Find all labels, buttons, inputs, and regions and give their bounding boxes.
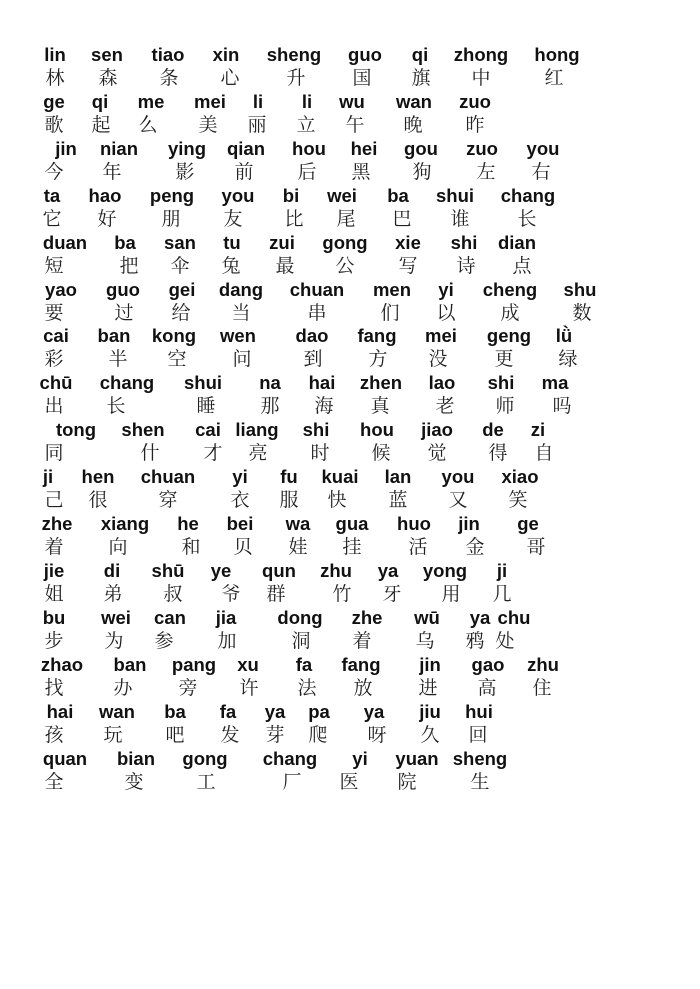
chinese-character: 金 xyxy=(465,536,485,558)
chinese-character: 快 xyxy=(327,489,347,511)
pinyin-syllable: ta xyxy=(43,185,61,206)
pinyin-syllable: tong xyxy=(55,419,97,440)
chinese-character: 巴 xyxy=(392,208,412,230)
chinese-character: 海 xyxy=(314,395,334,417)
chinese-character: 把 xyxy=(119,255,139,277)
pinyin-syllable: wa xyxy=(285,513,311,534)
chinese-character: 哥 xyxy=(526,536,546,558)
pinyin-syllable: jiao xyxy=(421,419,453,440)
chinese-character: 国 xyxy=(352,67,372,89)
chinese-character: 么 xyxy=(138,114,158,136)
chinese-character: 数 xyxy=(572,302,592,324)
chinese-character: 笑 xyxy=(508,489,528,511)
chinese-character: 林 xyxy=(45,67,65,89)
pinyin-syllable: qun xyxy=(262,560,296,581)
chinese-character: 好 xyxy=(97,208,117,230)
chinese-character: 年 xyxy=(102,161,122,183)
pinyin-syllable: wan xyxy=(396,91,432,112)
chinese-character: 同 xyxy=(44,442,64,464)
pinyin-syllable: qi xyxy=(411,44,429,65)
pinyin-syllable: tiao xyxy=(151,44,185,65)
chinese-character: 狗 xyxy=(412,161,432,183)
pinyin-syllable: jin xyxy=(419,654,441,675)
chinese-character: 睡 xyxy=(196,395,216,417)
pinyin-syllable: ya xyxy=(363,701,385,722)
chinese-character: 鸦 xyxy=(465,630,485,652)
pinyin-syllable: chang xyxy=(262,748,318,769)
chinese-character: 处 xyxy=(495,630,515,652)
chinese-character: 它 xyxy=(42,208,62,230)
pinyin-syllable: jie xyxy=(43,560,65,581)
chinese-character: 长 xyxy=(106,395,126,417)
pinyin-syllable: xiang xyxy=(100,513,150,534)
chinese-character: 比 xyxy=(284,208,304,230)
pinyin-syllable: shen xyxy=(121,419,165,440)
pinyin-syllable: mei xyxy=(194,91,226,112)
pinyin-syllable: quan xyxy=(42,748,88,769)
pinyin-syllable: you xyxy=(221,185,255,206)
chinese-character: 立 xyxy=(296,114,316,136)
pinyin-syllable: gua xyxy=(335,513,369,534)
pinyin-syllable: ya xyxy=(377,560,399,581)
pinyin-syllable: wu xyxy=(339,91,365,112)
chinese-character: 爬 xyxy=(308,724,328,746)
pinyin-syllable: xiao xyxy=(501,466,539,487)
pinyin-syllable: di xyxy=(103,560,121,581)
chinese-character: 尾 xyxy=(336,208,356,230)
pinyin-syllable: wan xyxy=(99,701,135,722)
pinyin-syllable: zhao xyxy=(40,654,84,675)
chinese-character: 午 xyxy=(345,114,365,136)
pinyin-syllable: dang xyxy=(218,279,264,300)
pinyin-syllable: hei xyxy=(350,138,378,159)
pinyin-syllable: yi xyxy=(438,279,454,300)
pinyin-syllable: gei xyxy=(168,279,196,300)
chinese-character: 呀 xyxy=(367,724,387,746)
chinese-character: 和 xyxy=(181,536,201,558)
chinese-character: 以 xyxy=(436,302,456,324)
chinese-character: 美 xyxy=(198,114,218,136)
chinese-character: 起 xyxy=(91,114,111,136)
chinese-character: 加 xyxy=(217,630,237,652)
chinese-character: 牙 xyxy=(382,583,402,605)
pinyin-syllable: xie xyxy=(395,232,421,253)
pinyin-syllable: jin xyxy=(458,513,480,534)
pinyin-syllable: chu xyxy=(497,607,531,628)
chinese-character: 朋 xyxy=(161,208,181,230)
chinese-character: 伞 xyxy=(170,255,190,277)
chinese-character: 左 xyxy=(476,161,496,183)
pinyin-syllable: zhen xyxy=(359,372,403,393)
pinyin-syllable: ban xyxy=(113,654,147,675)
pinyin-syllable: yi xyxy=(232,466,248,487)
pinyin-syllable: chang xyxy=(99,372,155,393)
chinese-character: 丽 xyxy=(247,114,267,136)
pinyin-syllable: ge xyxy=(43,91,65,112)
pinyin-syllable: cheng xyxy=(482,279,538,300)
pinyin-syllable: fang xyxy=(341,654,381,675)
pinyin-syllable: lǜ xyxy=(555,325,573,346)
chinese-character: 旁 xyxy=(178,677,198,699)
chinese-character: 真 xyxy=(370,395,390,417)
chinese-character: 吗 xyxy=(552,395,572,417)
chinese-character: 昨 xyxy=(465,114,485,136)
pinyin-syllable: hao xyxy=(88,185,122,206)
chinese-character: 中 xyxy=(471,67,491,89)
chinese-character: 才 xyxy=(203,442,223,464)
chinese-character: 时 xyxy=(310,442,330,464)
pinyin-syllable: ye xyxy=(210,560,232,581)
chinese-character: 最 xyxy=(275,255,295,277)
pinyin-syllable: lao xyxy=(428,372,456,393)
pinyin-syllable: sheng xyxy=(266,44,322,65)
chinese-character: 步 xyxy=(44,630,64,652)
chinese-character: 那 xyxy=(260,395,280,417)
chinese-character: 点 xyxy=(512,255,532,277)
chinese-character: 回 xyxy=(468,724,488,746)
chinese-character: 着 xyxy=(44,536,64,558)
pinyin-syllable: sen xyxy=(91,44,123,65)
pinyin-syllable: ying xyxy=(167,138,207,159)
chinese-character: 方 xyxy=(368,348,388,370)
pinyin-syllable: gao xyxy=(471,654,505,675)
chinese-character: 玩 xyxy=(103,724,123,746)
chinese-character: 过 xyxy=(114,302,134,324)
chinese-character: 老 xyxy=(435,395,455,417)
chinese-character: 用 xyxy=(441,583,461,605)
pinyin-syllable: hai xyxy=(308,372,336,393)
chinese-character: 升 xyxy=(286,67,306,89)
pinyin-syllable: zuo xyxy=(459,91,491,112)
chinese-character: 短 xyxy=(44,255,64,277)
chinese-character: 服 xyxy=(279,489,299,511)
pinyin-syllable: gong xyxy=(322,232,368,253)
chinese-character: 活 xyxy=(408,536,428,558)
chinese-character: 己 xyxy=(44,489,64,511)
pinyin-syllable: hou xyxy=(292,138,326,159)
chinese-character: 久 xyxy=(420,724,440,746)
chinese-character: 觉 xyxy=(427,442,447,464)
pinyin-syllable: ji xyxy=(42,466,54,487)
pinyin-syllable: lin xyxy=(44,44,66,65)
pinyin-syllable: kuai xyxy=(321,466,359,487)
chinese-character: 友 xyxy=(223,208,243,230)
chinese-character: 诗 xyxy=(456,255,476,277)
pinyin-syllable: zhe xyxy=(351,607,383,628)
pinyin-syllable: liang xyxy=(235,419,279,440)
chinese-character: 许 xyxy=(239,677,259,699)
pinyin-syllable: lan xyxy=(384,466,412,487)
chinese-character: 条 xyxy=(159,67,179,89)
pinyin-syllable: shi xyxy=(302,419,330,440)
pinyin-syllable: wei xyxy=(327,185,357,206)
pinyin-syllable: wū xyxy=(414,607,440,628)
chinese-character: 森 xyxy=(98,67,118,89)
chinese-character: 找 xyxy=(44,677,64,699)
chinese-character: 洞 xyxy=(291,630,311,652)
pinyin-syllable: chū xyxy=(39,372,73,393)
chinese-character: 全 xyxy=(44,771,64,793)
pinyin-syllable: men xyxy=(372,279,412,300)
chinese-character: 写 xyxy=(398,255,418,277)
pinyin-syllable: fa xyxy=(219,701,237,722)
pinyin-syllable: hong xyxy=(534,44,580,65)
chinese-character: 心 xyxy=(220,67,240,89)
pinyin-syllable: fa xyxy=(295,654,313,675)
chinese-character: 变 xyxy=(124,771,144,793)
chinese-character: 芽 xyxy=(265,724,285,746)
chinese-character: 得 xyxy=(488,442,508,464)
chinese-character: 着 xyxy=(352,630,372,652)
pinyin-syllable: zui xyxy=(269,232,295,253)
chinese-character: 串 xyxy=(307,302,327,324)
chinese-character: 弟 xyxy=(103,583,123,605)
pinyin-syllable: dao xyxy=(295,325,329,346)
pinyin-syllable: na xyxy=(259,372,281,393)
pinyin-syllable: de xyxy=(482,419,504,440)
pinyin-syllable: shui xyxy=(183,372,223,393)
pinyin-syllable: ya xyxy=(264,701,286,722)
chinese-character: 没 xyxy=(428,348,448,370)
pinyin-syllable: bei xyxy=(226,513,254,534)
pinyin-syllable: can xyxy=(154,607,186,628)
pinyin-syllable: shi xyxy=(450,232,478,253)
pinyin-syllable: wei xyxy=(101,607,131,628)
pinyin-syllable: ma xyxy=(541,372,569,393)
pinyin-syllable: you xyxy=(526,138,560,159)
chinese-character: 进 xyxy=(418,677,438,699)
pinyin-syllable: yuan xyxy=(395,748,439,769)
chinese-character: 高 xyxy=(477,677,497,699)
chinese-character: 贝 xyxy=(233,536,253,558)
pinyin-syllable: fu xyxy=(280,466,298,487)
chinese-character: 绿 xyxy=(558,348,578,370)
chinese-character: 孩 xyxy=(44,724,64,746)
pinyin-syllable: gong xyxy=(182,748,228,769)
pinyin-syllable: zhu xyxy=(527,654,559,675)
chinese-character: 几 xyxy=(492,583,512,605)
pinyin-syllable: ban xyxy=(97,325,131,346)
chinese-character: 给 xyxy=(171,302,191,324)
pinyin-syllable: ba xyxy=(387,185,409,206)
pinyin-syllable: chuan xyxy=(140,466,196,487)
chinese-character: 出 xyxy=(44,395,64,417)
pinyin-syllable: he xyxy=(177,513,199,534)
pinyin-syllable: hen xyxy=(81,466,115,487)
pinyin-syllable: bu xyxy=(42,607,66,628)
pinyin-syllable: nian xyxy=(99,138,139,159)
chinese-character: 爷 xyxy=(221,583,241,605)
pinyin-syllable: pa xyxy=(308,701,330,722)
chinese-character: 放 xyxy=(353,677,373,699)
pinyin-syllable: yao xyxy=(45,279,77,300)
pinyin-syllable: yong xyxy=(422,560,468,581)
pinyin-syllable: bian xyxy=(116,748,156,769)
chinese-character: 右 xyxy=(531,161,551,183)
chinese-character: 向 xyxy=(108,536,128,558)
chinese-character: 院 xyxy=(397,771,417,793)
chinese-character: 发 xyxy=(220,724,240,746)
pinyin-syllable: geng xyxy=(486,325,532,346)
chinese-character: 们 xyxy=(380,302,400,324)
chinese-character: 更 xyxy=(494,348,514,370)
chinese-character: 什 xyxy=(140,442,160,464)
chinese-character: 到 xyxy=(303,348,323,370)
pinyin-syllable: qian xyxy=(226,138,266,159)
chinese-character: 兔 xyxy=(221,255,241,277)
pinyin-syllable: huo xyxy=(397,513,431,534)
chinese-character: 要 xyxy=(44,302,64,324)
chinese-character: 住 xyxy=(532,677,552,699)
chinese-character: 红 xyxy=(544,67,564,89)
chinese-character: 挂 xyxy=(342,536,362,558)
chinese-character: 长 xyxy=(517,208,537,230)
pinyin-syllable: tu xyxy=(223,232,241,253)
pinyin-syllable: mei xyxy=(425,325,457,346)
chinese-character: 成 xyxy=(500,302,520,324)
chinese-character: 空 xyxy=(167,348,187,370)
pinyin-syllable: you xyxy=(441,466,475,487)
chinese-character: 衣 xyxy=(230,489,250,511)
pinyin-syllable: li xyxy=(252,91,264,112)
chinese-character: 公 xyxy=(335,255,355,277)
chinese-character: 叔 xyxy=(163,583,183,605)
chinese-character: 医 xyxy=(339,771,359,793)
chinese-character: 影 xyxy=(175,161,195,183)
pinyin-syllable: li xyxy=(301,91,313,112)
chinese-character: 晚 xyxy=(403,114,423,136)
chinese-character: 吧 xyxy=(165,724,185,746)
pinyin-syllable: cai xyxy=(43,325,69,346)
pinyin-syllable: yi xyxy=(352,748,368,769)
chinese-character: 前 xyxy=(234,161,254,183)
chinese-character: 歌 xyxy=(44,114,64,136)
pinyin-syllable: ji xyxy=(496,560,508,581)
pinyin-syllable: qi xyxy=(91,91,109,112)
pinyin-syllable: ya xyxy=(469,607,491,628)
pinyin-syllable: zhe xyxy=(41,513,73,534)
pinyin-syllable: peng xyxy=(149,185,195,206)
pinyin-syllable: pang xyxy=(171,654,217,675)
pinyin-syllable: zuo xyxy=(466,138,498,159)
pinyin-syllable: hai xyxy=(46,701,74,722)
pinyin-syllable: chuan xyxy=(289,279,345,300)
pinyin-syllable: zi xyxy=(530,419,546,440)
pinyin-syllable: shui xyxy=(435,185,475,206)
pinyin-syllable: xu xyxy=(237,654,259,675)
chinese-character: 蓝 xyxy=(388,489,408,511)
pinyin-syllable: zhong xyxy=(453,44,509,65)
pinyin-syllable: hou xyxy=(360,419,394,440)
pinyin-syllable: guo xyxy=(106,279,140,300)
chinese-character: 很 xyxy=(88,489,108,511)
pinyin-syllable: fang xyxy=(357,325,397,346)
pinyin-syllable: cai xyxy=(195,419,221,440)
pinyin-syllable: ba xyxy=(114,232,136,253)
chinese-character: 问 xyxy=(232,348,252,370)
pinyin-syllable: me xyxy=(137,91,165,112)
pinyin-syllable: jiu xyxy=(419,701,441,722)
chinese-character: 办 xyxy=(113,677,133,699)
pinyin-syllable: shu xyxy=(563,279,597,300)
chinese-character: 候 xyxy=(371,442,391,464)
chinese-character: 又 xyxy=(448,489,468,511)
pinyin-syllable: guo xyxy=(348,44,382,65)
chinese-character: 自 xyxy=(534,442,554,464)
chinese-character: 后 xyxy=(297,161,317,183)
chinese-character: 旗 xyxy=(411,67,431,89)
pinyin-syllable: xin xyxy=(212,44,240,65)
pinyin-syllable: duan xyxy=(42,232,88,253)
chinese-character: 参 xyxy=(154,630,174,652)
pinyin-syllable: gou xyxy=(404,138,438,159)
pinyin-syllable: shi xyxy=(487,372,515,393)
pinyin-syllable: hui xyxy=(465,701,493,722)
chinese-character: 乌 xyxy=(415,630,435,652)
pinyin-syllable: san xyxy=(164,232,196,253)
chinese-character: 谁 xyxy=(450,208,470,230)
chinese-character: 厂 xyxy=(282,771,302,793)
chinese-character: 半 xyxy=(108,348,128,370)
pinyin-syllable: chang xyxy=(500,185,556,206)
chinese-character: 生 xyxy=(470,771,490,793)
chinese-character: 师 xyxy=(495,395,515,417)
pinyin-syllable: kong xyxy=(151,325,197,346)
pinyin-syllable: wen xyxy=(220,325,256,346)
chinese-character: 为 xyxy=(104,630,124,652)
chinese-character: 彩 xyxy=(44,348,64,370)
pinyin-syllable: ge xyxy=(517,513,539,534)
pinyin-syllable: shū xyxy=(151,560,185,581)
pinyin-syllable: zhu xyxy=(320,560,352,581)
chinese-character: 法 xyxy=(297,677,317,699)
pinyin-syllable: bi xyxy=(282,185,300,206)
pinyin-syllable: dian xyxy=(497,232,537,253)
pinyin-syllable: jia xyxy=(215,607,237,628)
chinese-character: 姐 xyxy=(44,583,64,605)
chinese-character: 黑 xyxy=(351,161,371,183)
chinese-character: 工 xyxy=(196,771,216,793)
chinese-character: 群 xyxy=(266,583,286,605)
pinyin-syllable: jin xyxy=(55,138,77,159)
chinese-character: 亮 xyxy=(248,442,268,464)
pinyin-syllable: sheng xyxy=(452,748,508,769)
chinese-character: 当 xyxy=(231,302,251,324)
chinese-character: 竹 xyxy=(332,583,352,605)
chinese-character: 娃 xyxy=(288,536,308,558)
chinese-character: 今 xyxy=(44,161,64,183)
chinese-character: 穿 xyxy=(158,489,178,511)
pinyin-syllable: dong xyxy=(277,607,323,628)
pinyin-syllable: ba xyxy=(164,701,186,722)
